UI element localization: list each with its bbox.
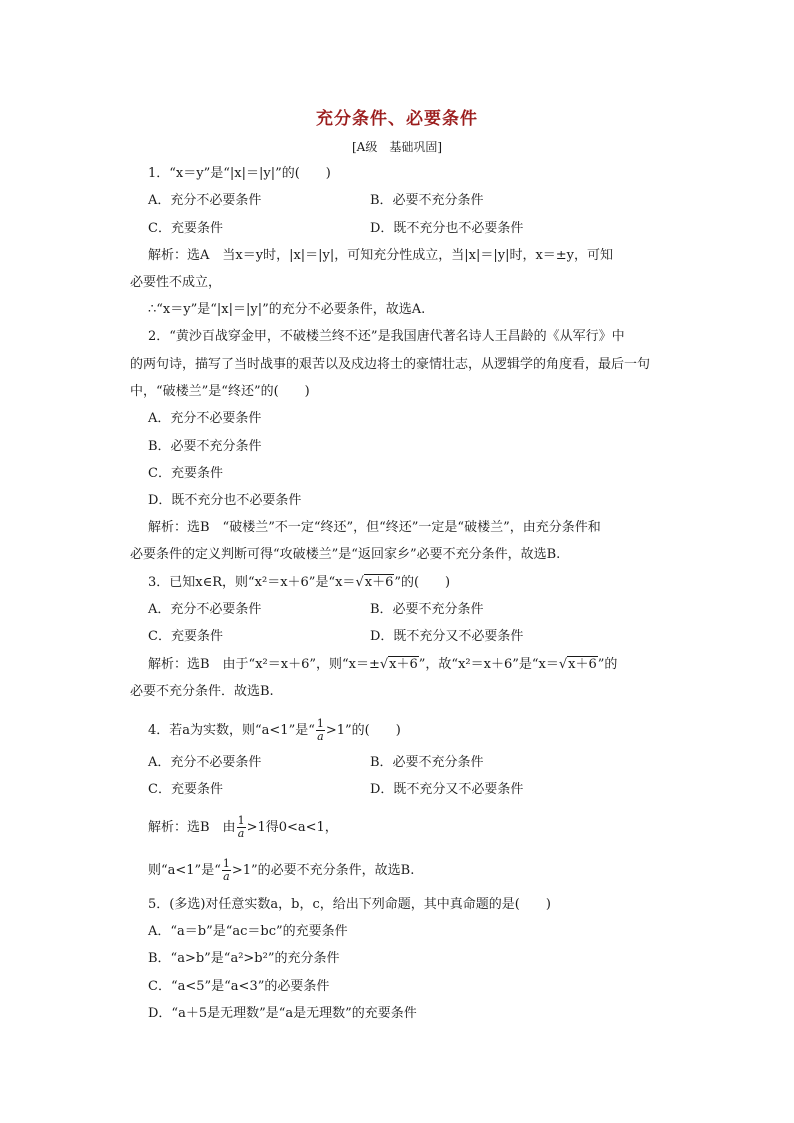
question-1-stem: 1．“x＝y”是“|x|＝|y|”的( ) bbox=[148, 166, 331, 181]
question-5-option-b: B．“a>b”是“a²>b²”的充分条件 bbox=[148, 951, 340, 966]
question-2-option-d: D．既不充分也不必要条件 bbox=[148, 493, 302, 508]
fraction-denominator: a bbox=[237, 827, 245, 840]
question-1-solution-line-1: 解析：选A 当x＝y时，|x|＝|y|，可知充分性成立，当|x|＝|y|时，x＝±y，可知 bbox=[148, 248, 614, 263]
q3-sol-part-c: ”的 bbox=[597, 657, 618, 672]
sqrt-symbol: √ bbox=[379, 657, 389, 672]
fraction-numerator: 1 bbox=[237, 814, 245, 827]
question-4-solution-line-1 bbox=[148, 815, 338, 840]
question-3-option-c: C．充要条件 bbox=[148, 629, 223, 644]
question-1-option-a: A．充分不必要条件 bbox=[148, 193, 262, 208]
q3-sol-part-a: 解析：选B 由于“x²＝x＋6”，则“x＝± bbox=[148, 657, 380, 672]
sqrt-symbol: √ bbox=[355, 575, 364, 590]
q3-stem-part-a: 3．已知x∈R，则“x²＝x＋6”是“x＝ bbox=[148, 575, 356, 590]
q4-sol-part-a: 解析：选B 由 bbox=[148, 820, 236, 835]
question-4-option-b: B．必要不充分条件 bbox=[370, 755, 484, 770]
question-1-solution-line-3: ∴“x＝y”是“|x|＝|y|”的充分不必要条件，故选A. bbox=[148, 302, 426, 317]
question-2-option-b: B．必要不充分条件 bbox=[148, 439, 262, 454]
question-2-option-a: A．充分不必要条件 bbox=[148, 411, 262, 426]
fraction bbox=[237, 815, 246, 840]
page-title: 充分条件、必要条件 bbox=[316, 109, 478, 129]
question-2-stem-line-2: 的两句诗，描写了当时战事的艰苦以及戍边将士的豪情壮志，从逻辑学的角度看，最后一句 bbox=[130, 357, 651, 372]
fraction bbox=[222, 858, 231, 883]
question-3-stem bbox=[148, 574, 450, 592]
question-2-stem-line-3: 中，“破楼兰”是“终还”的( ) bbox=[130, 384, 310, 399]
question-2-solution-line-1: 解析：选B “破楼兰”不一定“终还”，但“终还”一定是“破楼兰”，由充分条件和 bbox=[148, 520, 601, 535]
question-3-solution-line-1 bbox=[148, 656, 617, 674]
q4-sol-part-b: >1得0<a<1， bbox=[246, 820, 338, 835]
question-4-stem bbox=[148, 718, 401, 743]
question-3-solution-line-2: 必要不充分条件．故选B. bbox=[130, 684, 274, 699]
q3-stem-part-b: ”的( ) bbox=[394, 575, 451, 590]
q4-stem-part-b: >1”的( ) bbox=[325, 723, 401, 738]
question-5-stem: 5．(多选)对任意实数a，b，c，给出下列命题，其中真命题的是( ) bbox=[148, 897, 551, 912]
question-4-solution-line-2 bbox=[148, 858, 414, 883]
question-2-option-c: C．充要条件 bbox=[148, 466, 223, 481]
q3-stem-radicand: x＋6 bbox=[364, 575, 394, 590]
sqrt-symbol: √ bbox=[558, 657, 568, 672]
question-1-option-c: C．充要条件 bbox=[148, 221, 223, 236]
question-4-option-d: D．既不充分又不必要条件 bbox=[370, 782, 524, 797]
q3-sol-part-b: ”，故“x²＝x＋6”是“x＝ bbox=[418, 657, 559, 672]
fraction-numerator: 1 bbox=[222, 857, 230, 870]
question-1-option-d: D．既不充分也不必要条件 bbox=[370, 221, 524, 236]
question-3-option-b: B．必要不充分条件 bbox=[370, 602, 484, 617]
q4-sol2-part-b: >1”的必要不充分条件，故选B. bbox=[231, 863, 415, 878]
fraction-denominator: a bbox=[317, 730, 324, 743]
q4-stem-part-a: 4．若a为实数，则“a<1”是“ bbox=[148, 723, 315, 738]
fraction bbox=[316, 718, 325, 743]
section-level: [A级 基础巩固] bbox=[351, 140, 443, 154]
question-4-option-c: C．充要条件 bbox=[148, 782, 223, 797]
question-5-option-d: D．“a＋5是无理数”是“a是无理数”的充要条件 bbox=[148, 1006, 417, 1021]
question-5-option-c: C．“a<5”是“a<3”的必要条件 bbox=[148, 979, 330, 994]
question-3-option-a: A．充分不必要条件 bbox=[148, 602, 262, 617]
question-4-option-a: A．充分不必要条件 bbox=[148, 755, 262, 770]
fraction-denominator: a bbox=[223, 870, 230, 883]
question-1-solution-line-2: 必要性不成立， bbox=[130, 275, 222, 290]
question-1-option-b: B．必要不充分条件 bbox=[370, 193, 484, 208]
question-5-option-a: A．“a＝b”是“ac＝bc”的充要条件 bbox=[148, 924, 348, 939]
q4-sol2-part-a: 则“a<1”是“ bbox=[148, 863, 221, 878]
question-2-solution-line-2: 必要条件的定义判断可得“攻破楼兰”是“返回家乡”必要不充分条件，故选B. bbox=[130, 547, 561, 562]
question-2-stem-line-1: 2．“黄沙百战穿金甲，不破楼兰终不还”是我国唐代著名诗人王昌龄的《从军行》中 bbox=[148, 329, 625, 344]
q3-sol-radicand-2: x＋6 bbox=[568, 657, 597, 672]
fraction-numerator: 1 bbox=[316, 717, 324, 730]
q3-sol-radicand-1: x＋6 bbox=[389, 657, 418, 672]
question-3-option-d: D．既不充分又不必要条件 bbox=[370, 629, 524, 644]
